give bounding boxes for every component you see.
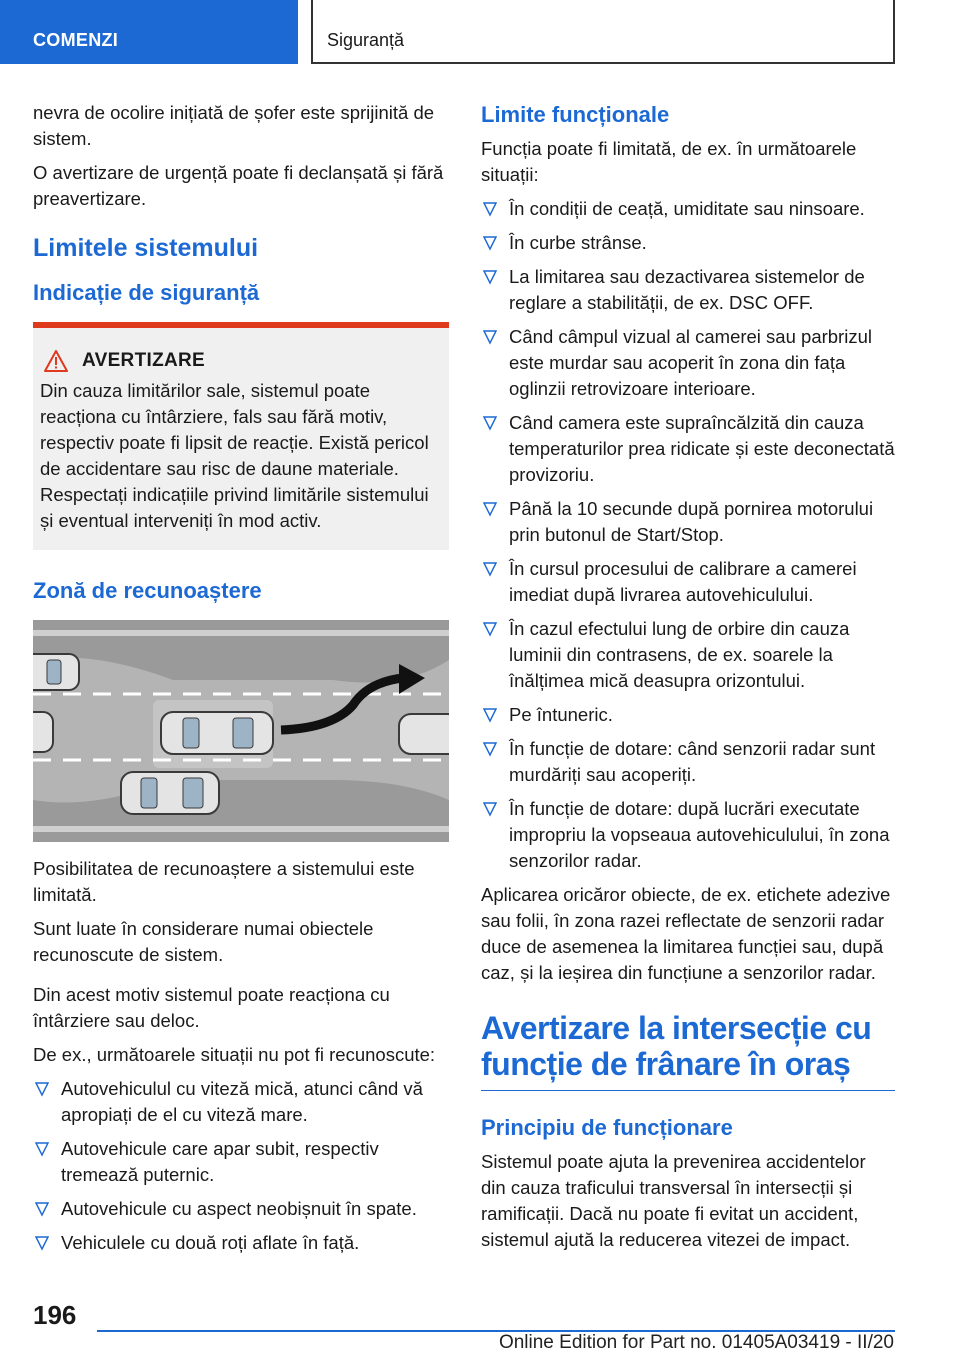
list-item-text: În curbe strânse. (509, 232, 647, 253)
list-item (481, 196, 895, 222)
heading-system-limits: Limitele sistemului (33, 234, 259, 262)
list-item-text: Vehiculele cu două roți aflate în față. (61, 1232, 360, 1253)
chapter-label: Siguranță (327, 30, 405, 50)
bullet-triangle-icon (483, 267, 497, 287)
functional-limits-list (481, 196, 895, 874)
warning-header (40, 348, 441, 374)
list-item-text: În cursul procesului de calibrare a camerei imediat după livrarea autovehiculului. (509, 558, 857, 605)
detection-zone-illustration (33, 620, 449, 842)
list-item-text: Până la 10 secunde după pornirea motorului prin butonul de Start/Stop. (509, 498, 874, 545)
list-item (33, 1076, 449, 1128)
list-item-text: La limitarea sau dezactivarea sistemelor de reglare a stabilității, de ex. DSC OFF. (509, 266, 865, 313)
heading-intersection-warning: Avertizare la intersecție cu funcție de frânare în oraș (481, 1010, 895, 1091)
detection-paragraph: Posibilitatea de recunoaștere a sistemului este limitată. (33, 858, 415, 905)
detection-paragraph: Sunt luate în considerare numai obiectele recunoscute de sistem. (33, 918, 374, 965)
bullet-triangle-icon (483, 739, 497, 759)
heading-detection-zone: Zonă de recunoaștere (33, 578, 262, 603)
bullet-triangle-icon (483, 799, 497, 819)
list-item-text: Autovehicule care apar subit, respectiv tremează puternic. (61, 1138, 379, 1185)
warning-box (33, 322, 449, 550)
detection-paragraph: Din acest motiv sistemul poate reacționa cu întârziere sau deloc. (33, 984, 390, 1031)
detection-paragraph: De ex., următoarele situații nu pot fi recunoscute: (33, 1044, 436, 1065)
right-column (481, 100, 895, 1261)
list-item (481, 556, 895, 608)
heading-principle: Principiu de funcționare (481, 1115, 733, 1140)
list-item (33, 1136, 449, 1188)
unrecognized-list (33, 1076, 449, 1256)
list-item (481, 324, 895, 402)
intro-paragraph: O avertizare de urgență poate fi declanșată și fără preavertizare. (33, 162, 444, 209)
list-item (481, 496, 895, 548)
bullet-triangle-icon (35, 1233, 49, 1253)
bullet-triangle-icon (483, 559, 497, 579)
principle-paragraph: Sistemul poate ajuta la prevenirea accidentelor din cauza traficului transversal în intersecții și ramificații. Dacă nu poate fi evitat un accident, sistemul ajută la reducerea vitezei de impact. (481, 1151, 866, 1250)
list-item (481, 410, 895, 488)
list-item-text: În condiții de ceață, umiditate sau ninsoare. (509, 198, 865, 219)
list-item-text: Pe întuneric. (509, 704, 613, 725)
list-item (33, 1196, 449, 1222)
bullet-triangle-icon (483, 199, 497, 219)
list-item-text: În funcție de dotare: după lucrări executate impropriu la vopseaua autovehiculului, în zona senzorilor radar. (509, 798, 890, 871)
bullet-triangle-icon (483, 499, 497, 519)
list-item (33, 1230, 449, 1256)
warning-title: AVERTIZARE (82, 350, 205, 371)
list-item (481, 264, 895, 316)
bullet-triangle-icon (35, 1199, 49, 1219)
intro-paragraph: nevra de ocolire inițiată de șofer este sprijinită de sistem. (33, 102, 435, 149)
bullet-triangle-icon (35, 1139, 49, 1159)
bullet-triangle-icon (483, 619, 497, 639)
functional-limits-intro: Funcția poate fi limitată, de ex. în următoarele situații: (481, 138, 857, 185)
heading-functional-limits: Limite funcționale (481, 102, 670, 127)
list-item (481, 616, 895, 694)
heading-safety-note: Indicație de siguranță (33, 280, 260, 305)
bullet-triangle-icon (483, 413, 497, 433)
list-item-text: Când camera este supraîncălzită din cauza temperaturilor prea ridicate și este deconectată provizoriu. (509, 412, 895, 485)
bullet-triangle-icon (483, 327, 497, 347)
page-number: 196 (33, 1300, 77, 1330)
list-item (481, 796, 895, 874)
list-item (481, 736, 895, 788)
bullet-triangle-icon (35, 1079, 49, 1099)
edition-label: Online Edition for Part no. 01405A03419 - II/20 (498, 1332, 894, 1353)
list-item-text: Când câmpul vizual al camerei sau parbrizul este murdar sau acoperit în zona din fața oglinzii retrovizoare interioare. (509, 326, 872, 399)
left-column (33, 100, 449, 1264)
list-item-text: Autovehiculul cu viteză mică, atunci când vă apropiați de el cu viteză mare. (61, 1078, 423, 1125)
list-item (481, 230, 895, 256)
radar-paragraph: Aplicarea oricăror obiecte, de ex. etichete adezive sau folii, în zona razei reflectate de senzorii radar duce de asemenea la limitarea funcției sau, după caz, și la ieșirea din funcțiune a senzorilor radar. (481, 884, 891, 983)
list-item-text: În cazul efectului lung de orbire din cauza luminii din contrasens, de ex. soarele la înălțimea mică deasupra orizontului. (509, 618, 850, 691)
bullet-triangle-icon (483, 233, 497, 253)
warning-text: Din cauza limitărilor sale, sistemul poate reacționa cu întârziere, fals sau fără motiv, respectiv poate fi lipsit de reacție. Există pericol de accidentare sau risc de daune materiale. Respectați indicațiile privind limitările sistemului și eventual interveniți în mod activ. (40, 380, 429, 531)
warning-triangle-icon (44, 350, 68, 372)
chapter-box (311, 0, 895, 64)
list-item-text: Autovehicule cu aspect neobișnuit în spate. (61, 1198, 417, 1219)
bullet-triangle-icon (483, 705, 497, 725)
section-label: COMENZI (33, 30, 119, 50)
list-item (481, 702, 895, 728)
list-item-text: În funcție de dotare: când senzorii radar sunt murdăriți sau acoperiți. (509, 738, 876, 785)
section-tab[interactable] (0, 0, 298, 64)
